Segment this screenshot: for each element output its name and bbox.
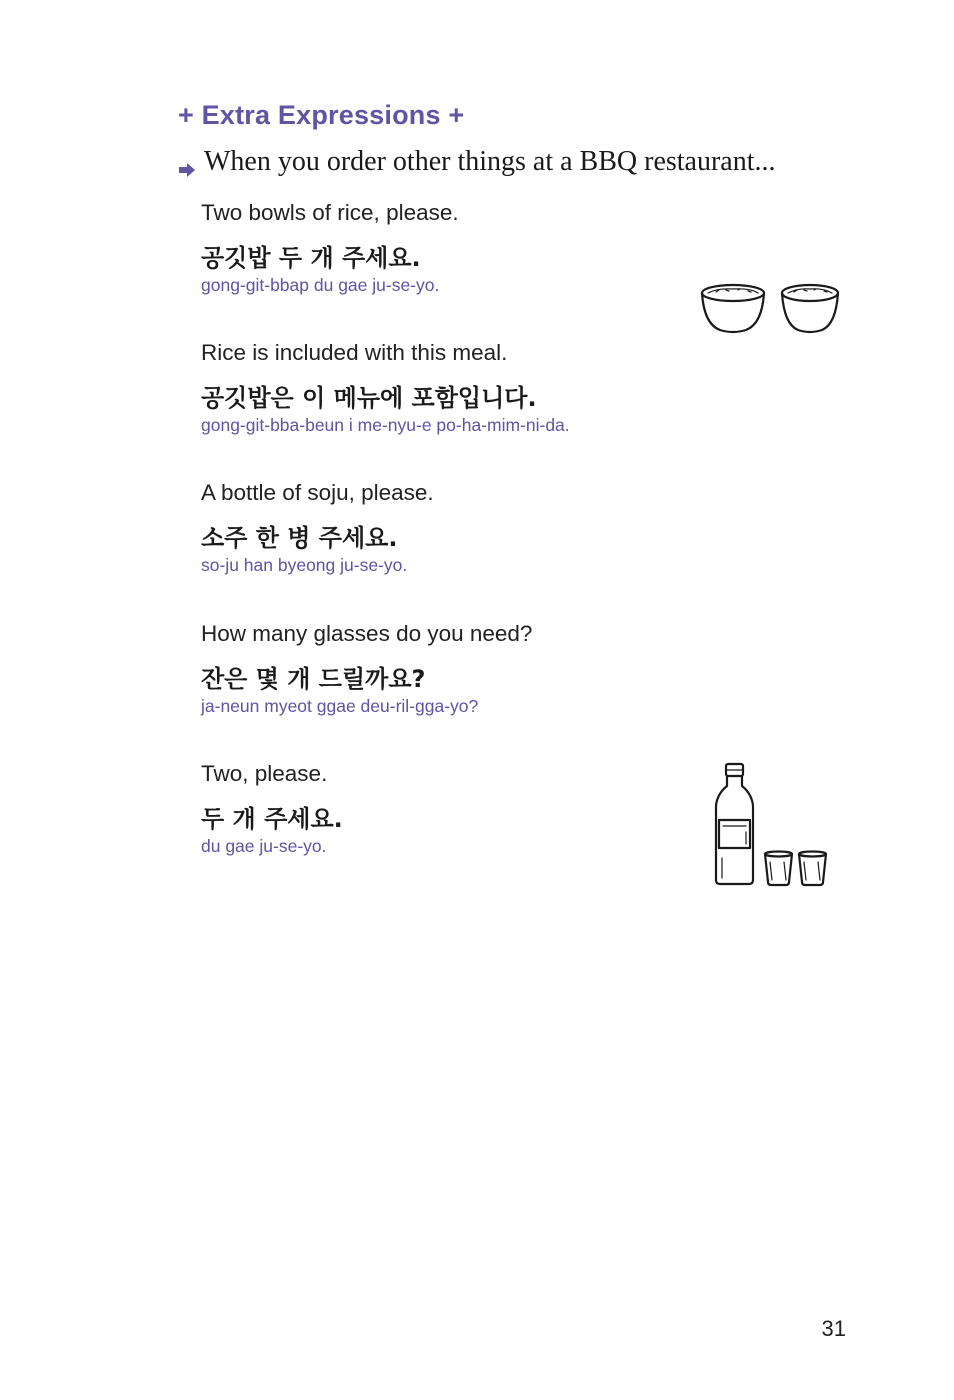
phrase-block <box>201 198 459 296</box>
english-phrase: How many glasses do you need? <box>201 621 533 646</box>
english-phrase: Rice is included with this meal. <box>201 340 508 365</box>
korean-phrase: 잔은 몇 개 드릴까요? <box>201 665 426 693</box>
romanization: so-ju han byeong ju-se-yo. <box>201 555 408 575</box>
subheading-text: When you order other things at a BBQ restaurant... <box>204 146 776 177</box>
phrase-block <box>201 338 570 436</box>
phrase-block <box>201 478 434 576</box>
english-phrase: Two bowls of rice, please. <box>201 200 459 225</box>
korean-phrase: 두 개 주세요. <box>201 805 343 833</box>
romanization: ja-neun myeot ggae deu-ril-gga-yo? <box>201 696 479 716</box>
english-phrase: A bottle of soju, please. <box>201 480 434 505</box>
romanization: gong-git-bba-beun i me-nyu-e po-ha-mim-ni-da. <box>201 415 570 435</box>
page-number: 31 <box>821 1316 846 1341</box>
soju-bottle-glasses-icon <box>710 762 835 894</box>
phrase-block <box>201 619 532 717</box>
korean-phrase: 공깃밥은 이 메뉴에 포함입니다. <box>201 384 537 412</box>
rice-bowls-icon <box>698 280 843 344</box>
section-title: + Extra Expressions + <box>178 100 465 130</box>
arrow-right-icon <box>178 154 196 170</box>
korean-phrase: 공깃밥 두 개 주세요. <box>201 244 421 272</box>
romanization: du gae ju-se-yo. <box>201 836 327 856</box>
korean-phrase: 소주 한 병 주세요. <box>201 524 398 552</box>
romanization: gong-git-bbap du gae ju-se-yo. <box>201 275 440 295</box>
phrase-block <box>201 759 343 857</box>
subheading <box>178 146 776 178</box>
english-phrase: Two, please. <box>201 761 328 786</box>
